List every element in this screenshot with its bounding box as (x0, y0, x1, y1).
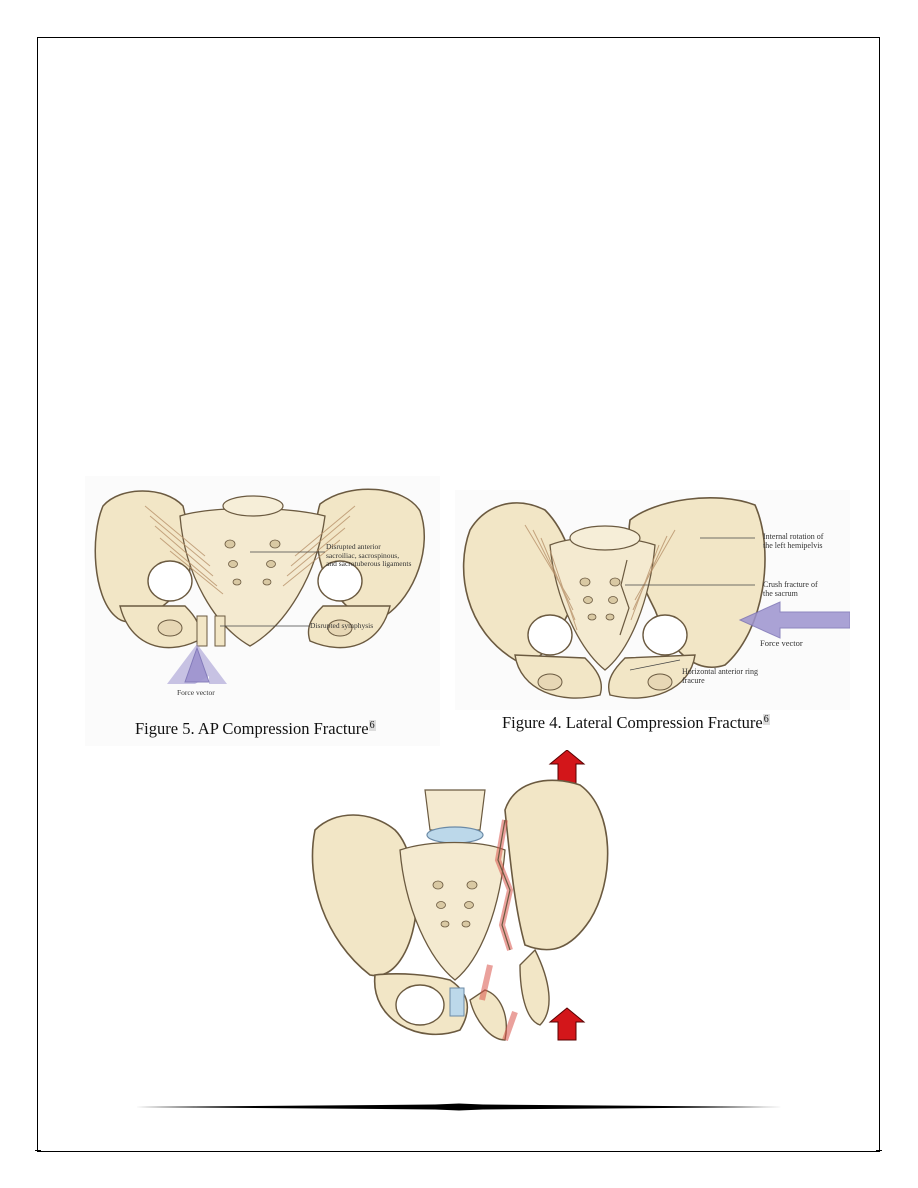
figure-4-caption-text: Figure 4. Lateral Compression Fracture (502, 713, 763, 732)
figure-5-illustration (85, 476, 440, 746)
fig5-label-force: Force vector (177, 688, 215, 697)
figure-4-caption-ref: 6 (763, 713, 769, 725)
vertical-shear-illustration (300, 750, 620, 1050)
fig5-label-ligaments: Disrupted anterior sacroiliac, sacrospinous, and sacrotuberous ligaments (326, 542, 412, 569)
figure-4-caption (502, 713, 770, 733)
fig4-label-horizontal: Horizontal anterior ring fracure (682, 667, 758, 686)
fig5-label-symphysis: Disrupted symphysis (310, 621, 374, 630)
fig4-label-force: Force vector (760, 638, 803, 648)
figure-5-caption-ref: 6 (369, 719, 375, 731)
figure-5-caption-text: Figure 5. AP Compression Fracture (135, 719, 369, 738)
figure-5-caption (135, 719, 376, 739)
section-rule (135, 1103, 783, 1111)
fig4-label-rotation: Internal rotation of the left hemipelvis (763, 532, 824, 551)
fig4-label-crush: Crush fracture of the sacrum (763, 580, 818, 599)
